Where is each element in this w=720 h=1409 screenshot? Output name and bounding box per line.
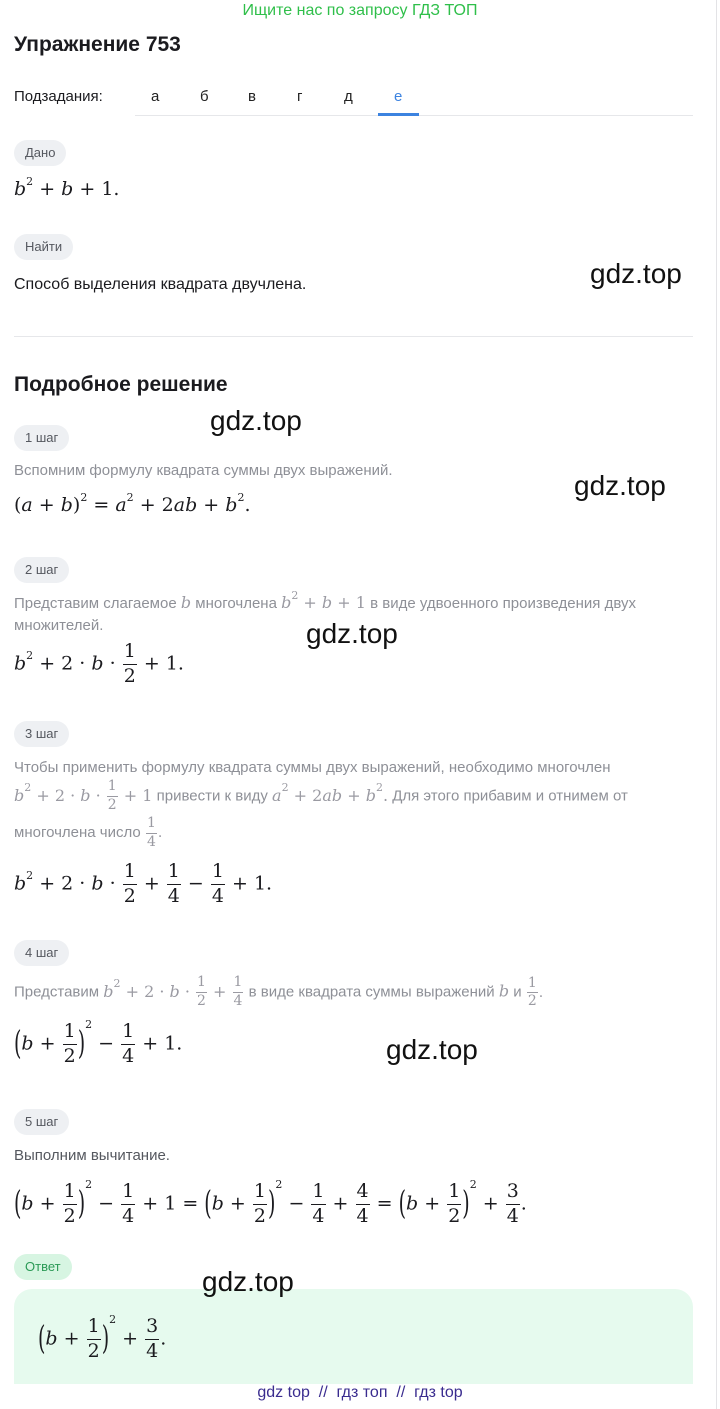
top-banner[interactable]: Ищите нас по запросу ГДЗ ТОП	[242, 2, 478, 19]
step-3-text-a: Чтобы применить формулу квадрата суммы двух выражений, необходимо многочлен	[14, 759, 611, 776]
step-4-inline-poly: $b^2 + 2 \cdot b$ · $\frac{1}{2}$ + $\frac{1}{4}$	[103, 974, 243, 1009]
answer-formula: (b + $\frac{1}{2}$ )$^2$ + $\frac{3}{4}$ .	[38, 1312, 167, 1362]
step-2-text-c: в виде удвоенного произведения двух	[370, 595, 636, 612]
active-tab-indicator	[378, 113, 419, 116]
given-badge: Дано	[14, 140, 66, 166]
step-2-formula: $b^2 + 2 \cdot b$ · $\frac{1}{2}$ + 1.	[14, 640, 184, 687]
step-3-text-b: привести к виду	[156, 787, 268, 805]
right-edge-line	[716, 0, 717, 1409]
page-title: Упражнение 753	[14, 33, 181, 56]
step-4-text-c: и	[513, 983, 522, 1001]
step-2-text-b: многочлена	[195, 595, 277, 612]
step-3-text-d: многочлена число	[14, 824, 141, 841]
step-4-inline-b: b	[498, 981, 510, 1001]
watermark-3: gdz.top	[574, 470, 666, 501]
answer-badge: Ответ	[14, 1254, 72, 1280]
step-1-formula: $(a + b)^2 = a^2 + 2ab + b^2$.	[14, 490, 251, 516]
watermark-4: gdz.top	[306, 618, 398, 649]
step-1-text: Вспомним формулу квадрата суммы двух выражений.	[14, 462, 393, 479]
find-badge: Найти	[14, 234, 73, 260]
step-3-badge: 3 шаг	[14, 721, 69, 747]
step-2-line1	[14, 588, 636, 615]
step-3-text-c: Для этого прибавим и отнимем от	[392, 787, 628, 805]
step-3-inline-quarter: $\frac{1}{4}$ .	[146, 815, 163, 850]
step-2-text-a: Представим слагаемое	[14, 595, 177, 612]
tab-v[interactable]: в	[248, 88, 256, 105]
tab-a[interactable]: а	[151, 88, 160, 105]
tab-d[interactable]: д	[344, 88, 353, 105]
step-3-formula: $b^2 + 2 \cdot b$ · $\frac{1}{2}$ + $\frac{1}{4}$ − $\frac{1}{4}$ + 1.	[14, 860, 273, 907]
step-5-formula: (b + $\frac{1}{2}$ )$^2$ − $\frac{1}{4}$ + 1 = (b + $\frac{1}{2}$ )$^2$ − $\frac{1}{4}$ + $\frac{4}{4}$ = (b + $\frac{1}{2}$ )$^2$ + $\frac{3}{4}$ .	[14, 1177, 527, 1227]
step-4-badge: 4 шаг	[14, 940, 69, 966]
tab-e[interactable]: е	[394, 88, 403, 105]
watermark-6: gdz.top	[202, 1266, 294, 1297]
watermark-2: gdz.top	[210, 405, 302, 436]
step-5-badge: 5 шаг	[14, 1109, 69, 1135]
watermark-1: gdz.top	[590, 258, 682, 289]
footer-links[interactable]: gdz top // гдз топ // гдз top	[257, 1384, 463, 1401]
tab-g[interactable]: г	[297, 88, 303, 105]
step-4-line1	[14, 974, 543, 1011]
find-text: Способ выделения квадрата двучлена.	[14, 276, 307, 293]
step-2-inline-b: b	[180, 593, 192, 612]
given-expression: $b^2 + b + 1$.	[14, 174, 120, 200]
subtasks-label: Подзадания:	[14, 88, 103, 105]
solution-title: Подробное решение	[14, 373, 228, 396]
tab-b[interactable]: б	[200, 88, 209, 105]
step-4-formula: (b + $\frac{1}{2}$ )$^2$ − $\frac{1}{4}$ + 1.	[14, 1017, 183, 1067]
step-3-line2	[14, 778, 628, 814]
step-2-inline-poly: $b^2 + b + 1$	[281, 588, 366, 612]
step-3-inline-poly: $b^2 + 2 \cdot b$ · $\frac{1}{2}$ + 1	[14, 778, 153, 813]
step-5-text: Выполним вычитание.	[14, 1147, 170, 1164]
step-3-line3	[14, 815, 162, 851]
step-2-text-d: множителей.	[14, 617, 104, 634]
step-4-inline-half: $\frac{1}{2}$ .	[527, 974, 544, 1009]
step-1-badge: 1 шаг	[14, 425, 69, 451]
divider	[14, 336, 693, 337]
step-2-badge: 2 шаг	[14, 557, 69, 583]
step-4-text-b: в виде квадрата суммы выражений	[248, 983, 495, 1001]
step-4-text-a: Представим	[14, 983, 100, 1001]
watermark-5: gdz.top	[386, 1034, 478, 1065]
step-3-inline-form: $a^2 + 2ab + b^2$.	[272, 781, 389, 805]
